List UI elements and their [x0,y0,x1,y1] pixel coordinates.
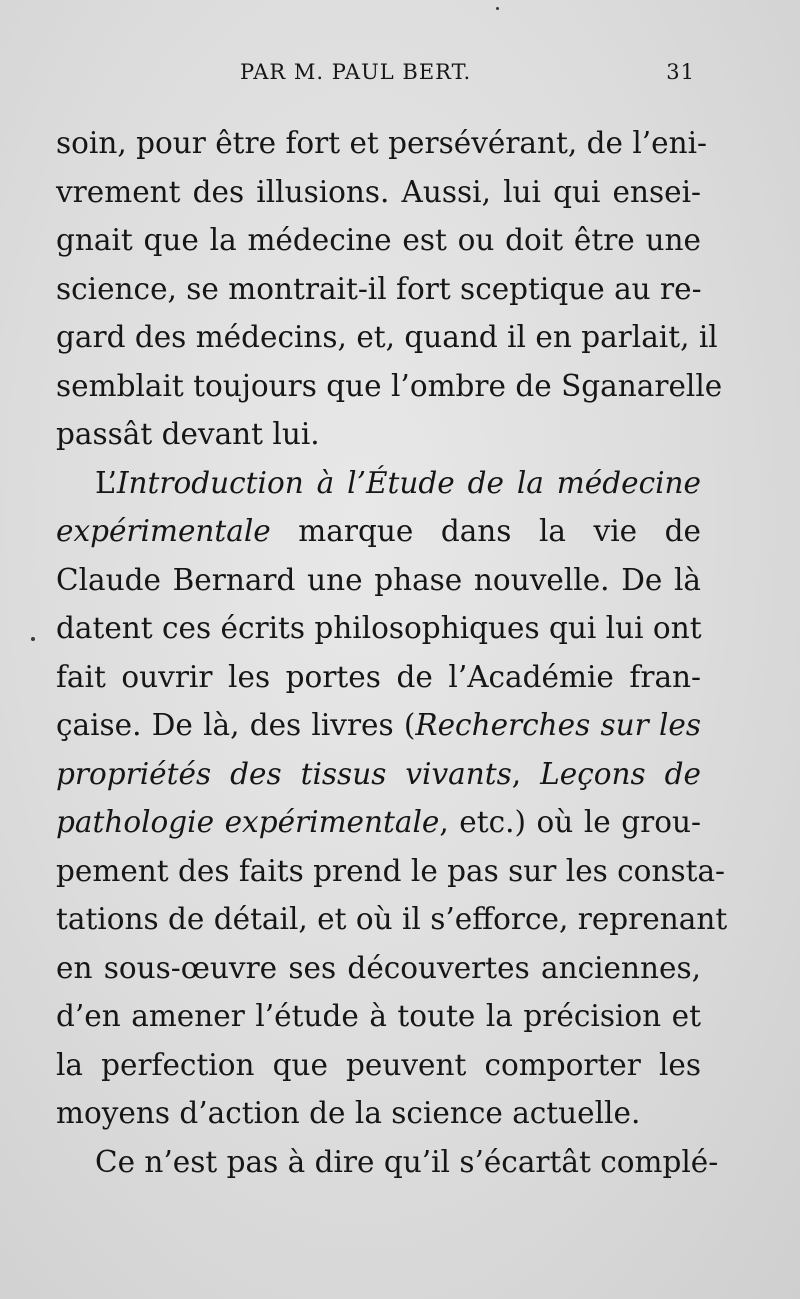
text-line: d’en amener l’étude à toute la précision et [56,999,701,1033]
text-line: Ce n’est pas à dire qu’il s’écartât complé- [95,1144,719,1179]
body-text [56,119,728,1186]
text-line: tations de détail, et où il s’efforce, reprenant [56,902,728,936]
text-line: Claude Bernard une phase nouvelle. De là [56,562,701,597]
text-line: la perfection que peuvent comporter les [56,1047,701,1082]
text-line: pathologie expérimentale, etc.) où le grou- [56,805,701,839]
text-line: passât devant lui. [56,417,320,451]
text-line: datent ces écrits philosophiques qui lui ont [56,611,702,645]
page-number: 31 [666,60,695,84]
text-line: gard des médecins, et, quand il en parlait, il [56,320,718,354]
text-line: semblait toujours que l’ombre de Sganarelle [56,368,723,403]
text-line: fait ouvrir les portes de l’Académie fran- [56,659,701,694]
text-line: soin, pour être fort et persévérant, de l’eni- [56,126,708,160]
text-line: vrement des illusions. Aussi, lui qui ensei- [56,174,701,209]
running-title: PAR M. PAUL BERT. [240,60,472,84]
text-line: moyens d’action de la science actuelle. [56,1096,641,1130]
text-line: pement des faits prend le pas sur les consta- [56,853,725,888]
running-head [240,60,695,94]
text-line: expérimentale marque dans la vie de [56,514,701,548]
text-line: çaise. De là, des livres (Recherches sur les [56,708,701,742]
text-line: gnait que la médecine est ou doit être une [56,223,701,257]
ink-speck [31,637,35,641]
ink-speck [496,7,499,10]
text-line: science, se montrait-il fort sceptique au re- [56,271,702,306]
text-line: propriétés des tissus vivants, Leçons de [56,756,702,791]
text-line: en sous-œuvre ses découvertes anciennes, [56,950,701,985]
text-line: L’Introduction à l’Étude de la médecine [95,465,701,500]
